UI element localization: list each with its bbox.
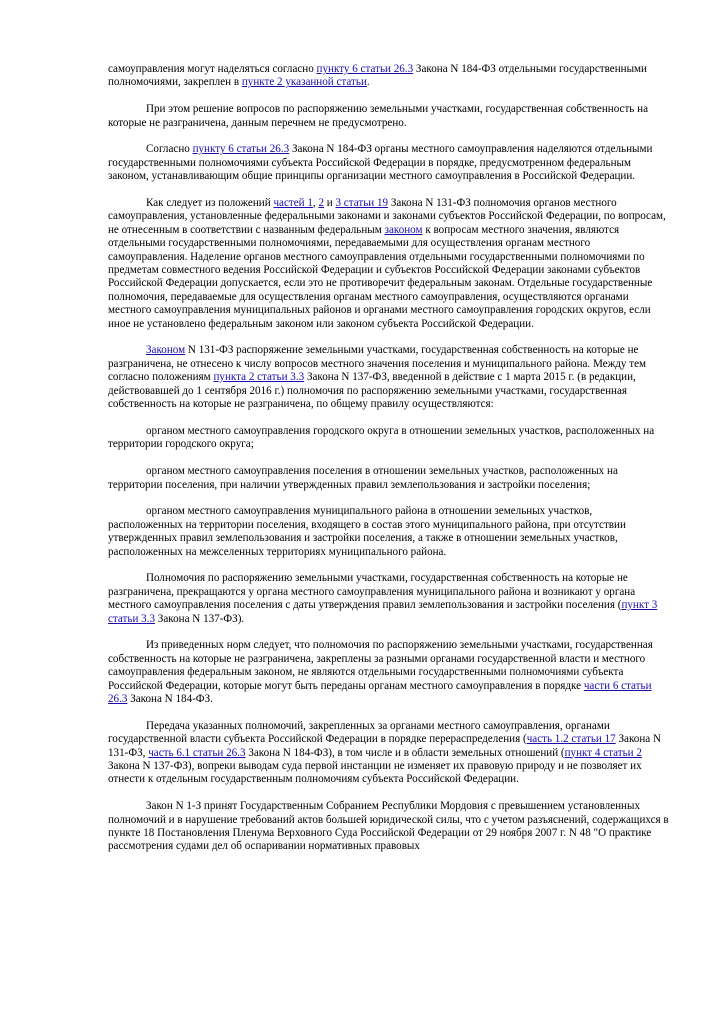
- paragraph-text: Из приведенных норм следует, что полномочия по распоряжению земельными участками, государственная собственность на которые не разграничена, закреплены за разными органами государственной власти и местного самоуправления федеральным законом, не являются отдельными государственными полномочиями субъекта Российской Федерации, которые могут быть переданы органам местного самоуправления в порядке: [108, 639, 653, 692]
- paragraph-text: .: [366, 76, 370, 89]
- paragraph-text: Закона N 137-ФЗ, введенной в действие с 1 марта 2015 г. (в редакции, действовавшей до 1 сентября 2016 г.) полномочия по распоряжению земельными участками, государственная собственность на которые не разграничена, по общему правилу осуществляются:: [108, 371, 636, 411]
- paragraph: [108, 639, 669, 706]
- legal-reference-link[interactable]: частей 1: [273, 197, 313, 210]
- paragraph-text: Полномочия по распоряжению земельными участками, государственная собственность на которые не разграничена, прекращаются у органа местного самоуправления муниципального района и возникают у органа местного самоуправления поселения с даты утверждения правил землепользования и застройки поселения (: [108, 572, 636, 612]
- legal-reference-link[interactable]: часть 1.2 статьи 17: [526, 733, 616, 746]
- paragraph-text: Как следует из положений: [146, 197, 274, 210]
- legal-reference-link[interactable]: пункт 4 статьи 2: [564, 746, 642, 759]
- paragraph-text: к вопросам местного значения, являются отдельными государственными полномочиями, передаваемыми для осуществления органам местного самоуправления. Наделение органов местного самоуправления отдельными государственными полномочиями по предметам совместного ведения Российской Федерации и субъектов Российской Федерации законами субъектов Российской Федерации допускается, если это не противоречит федеральным законам. Отдельные государственные полномочия, передаваемые для осуществления органам местного самоуправления, осуществляются органами местного самоуправления муниципальных районов и органами местного самоуправления городских округов, если иное не установлено федеральным законом или законом субъекта Российской Федерации.: [108, 223, 653, 330]
- legal-reference-link[interactable]: пункту 6 статьи 26.3: [316, 63, 414, 75]
- legal-reference-link[interactable]: часть 6.1 статьи 26.3: [148, 746, 246, 759]
- paragraph-text: органом местного самоуправления муниципального района в отношении земельных участков, расположенных на территории поселения, входящего в состав этого муниципального района, при отсутствии утвержденных правил землепользования и застройки поселения, а также в отношении земельных участков, расположенных на межселенных территориях муниципального района.: [108, 505, 626, 558]
- paragraph-text: При этом решение вопросов по распоряжению земельными участками, государственная собственность на которые не разграничена, данным перечнем не предусмотрено.: [108, 103, 648, 129]
- paragraph: [108, 63, 669, 90]
- paragraph-text: N 131-ФЗ распоряжение земельными участками, государственная собственность на которые не разграничена, не отнесено к числу вопросов местного значения поселения и муниципального района. Между тем согласно положениям: [108, 344, 647, 384]
- legal-reference-link[interactable]: 3 статьи 19: [335, 197, 389, 210]
- paragraph: [108, 103, 669, 130]
- paragraph: [108, 143, 669, 183]
- paragraph-text: органом местного самоуправления поселения в отношении земельных участков, расположенных на территории поселения, при наличии утвержденных правил землепользования и застройки поселения;: [108, 465, 618, 491]
- paragraph-text: Передача указанных полномочий, закрепленных за органами местного самоуправления, органами государственной власти субъекта Российской Федерации в порядке перераспределения (: [108, 719, 610, 746]
- paragraph: [108, 425, 669, 452]
- paragraph: [108, 505, 669, 559]
- paragraph-text: Закона N 184-ФЗ.: [127, 692, 213, 705]
- paragraph-text: ,: [312, 197, 319, 210]
- legal-reference-link[interactable]: пункт 3 статьи 3.3: [108, 599, 658, 625]
- paragraph: [108, 800, 669, 854]
- legal-reference-link[interactable]: пункте 2 указанной статьи: [241, 76, 367, 89]
- legal-reference-link[interactable]: пункта 2 статьи 3.3: [213, 371, 305, 384]
- paragraph: [108, 465, 669, 492]
- paragraph-text: Закона N 184-ФЗ органы местного самоуправления наделяются отдельными государственными полномочиями субъекта Российской Федерации в порядке, предусмотренном федеральным законом, устанавливающим общие принципы организации местного самоуправления в Российской Федерации.: [108, 143, 653, 183]
- paragraph: [108, 197, 669, 331]
- paragraph-text: и: [324, 197, 336, 210]
- paragraph: [108, 572, 669, 626]
- legal-reference-link[interactable]: 2: [318, 197, 324, 210]
- paragraph-text: Закон N 1-З принят Государственным Собранием Республики Мордовия с превышением установленных полномочий и в нарушение требований актов большей юридической силы, что с учетом разъяснений, содержащихся в пункте 18 Постановления Пленума Верховного Суда Российской Федерации от 29 ноября 2007 г. N 48 "О практике рассмотрения судами дел об оспаривании нормативных правовых: [108, 800, 669, 853]
- paragraph-text: Закона N 137-ФЗ), вопреки выводам суда первой инстанции не изменяет их правовую природу и не позволяет их отнести к отдельным государственным полномочиям субъекта Российской Федерации.: [108, 759, 642, 786]
- paragraph: [108, 720, 669, 787]
- legal-reference-link[interactable]: законом: [384, 223, 423, 236]
- paragraph-text: Закона N 184-ФЗ отдельными государственными полномочиями, закреплен в: [108, 63, 647, 89]
- paragraph-text: самоуправления могут наделяться согласно: [108, 63, 317, 75]
- paragraph-text: Согласно: [146, 143, 193, 156]
- paragraph-text: Закона N 184-ФЗ), в том числе и в области земельных отношений (: [245, 746, 565, 759]
- paragraph-text: Закона N 131-ФЗ полномочия органов местного самоуправления, установленные федеральными законами и законами субъектов Российской Федерации, по вопросам, не отнесенным в соответствии с названным федеральным: [108, 197, 666, 236]
- paragraph-text: Закона N 131-ФЗ,: [108, 733, 661, 759]
- legal-reference-link[interactable]: Законом: [146, 344, 186, 357]
- paragraph-text: органом местного самоуправления городского округа в отношении земельных участков, расположенных на территории городского округа;: [108, 424, 655, 451]
- legal-reference-link[interactable]: части 6 статьи 26.3: [108, 679, 652, 705]
- legal-reference-link[interactable]: пункту 6 статьи 26.3: [192, 143, 290, 156]
- document-page: [108, 63, 669, 854]
- paragraph: [108, 344, 669, 411]
- paragraph-text: Закона N 137-ФЗ).: [155, 612, 245, 625]
